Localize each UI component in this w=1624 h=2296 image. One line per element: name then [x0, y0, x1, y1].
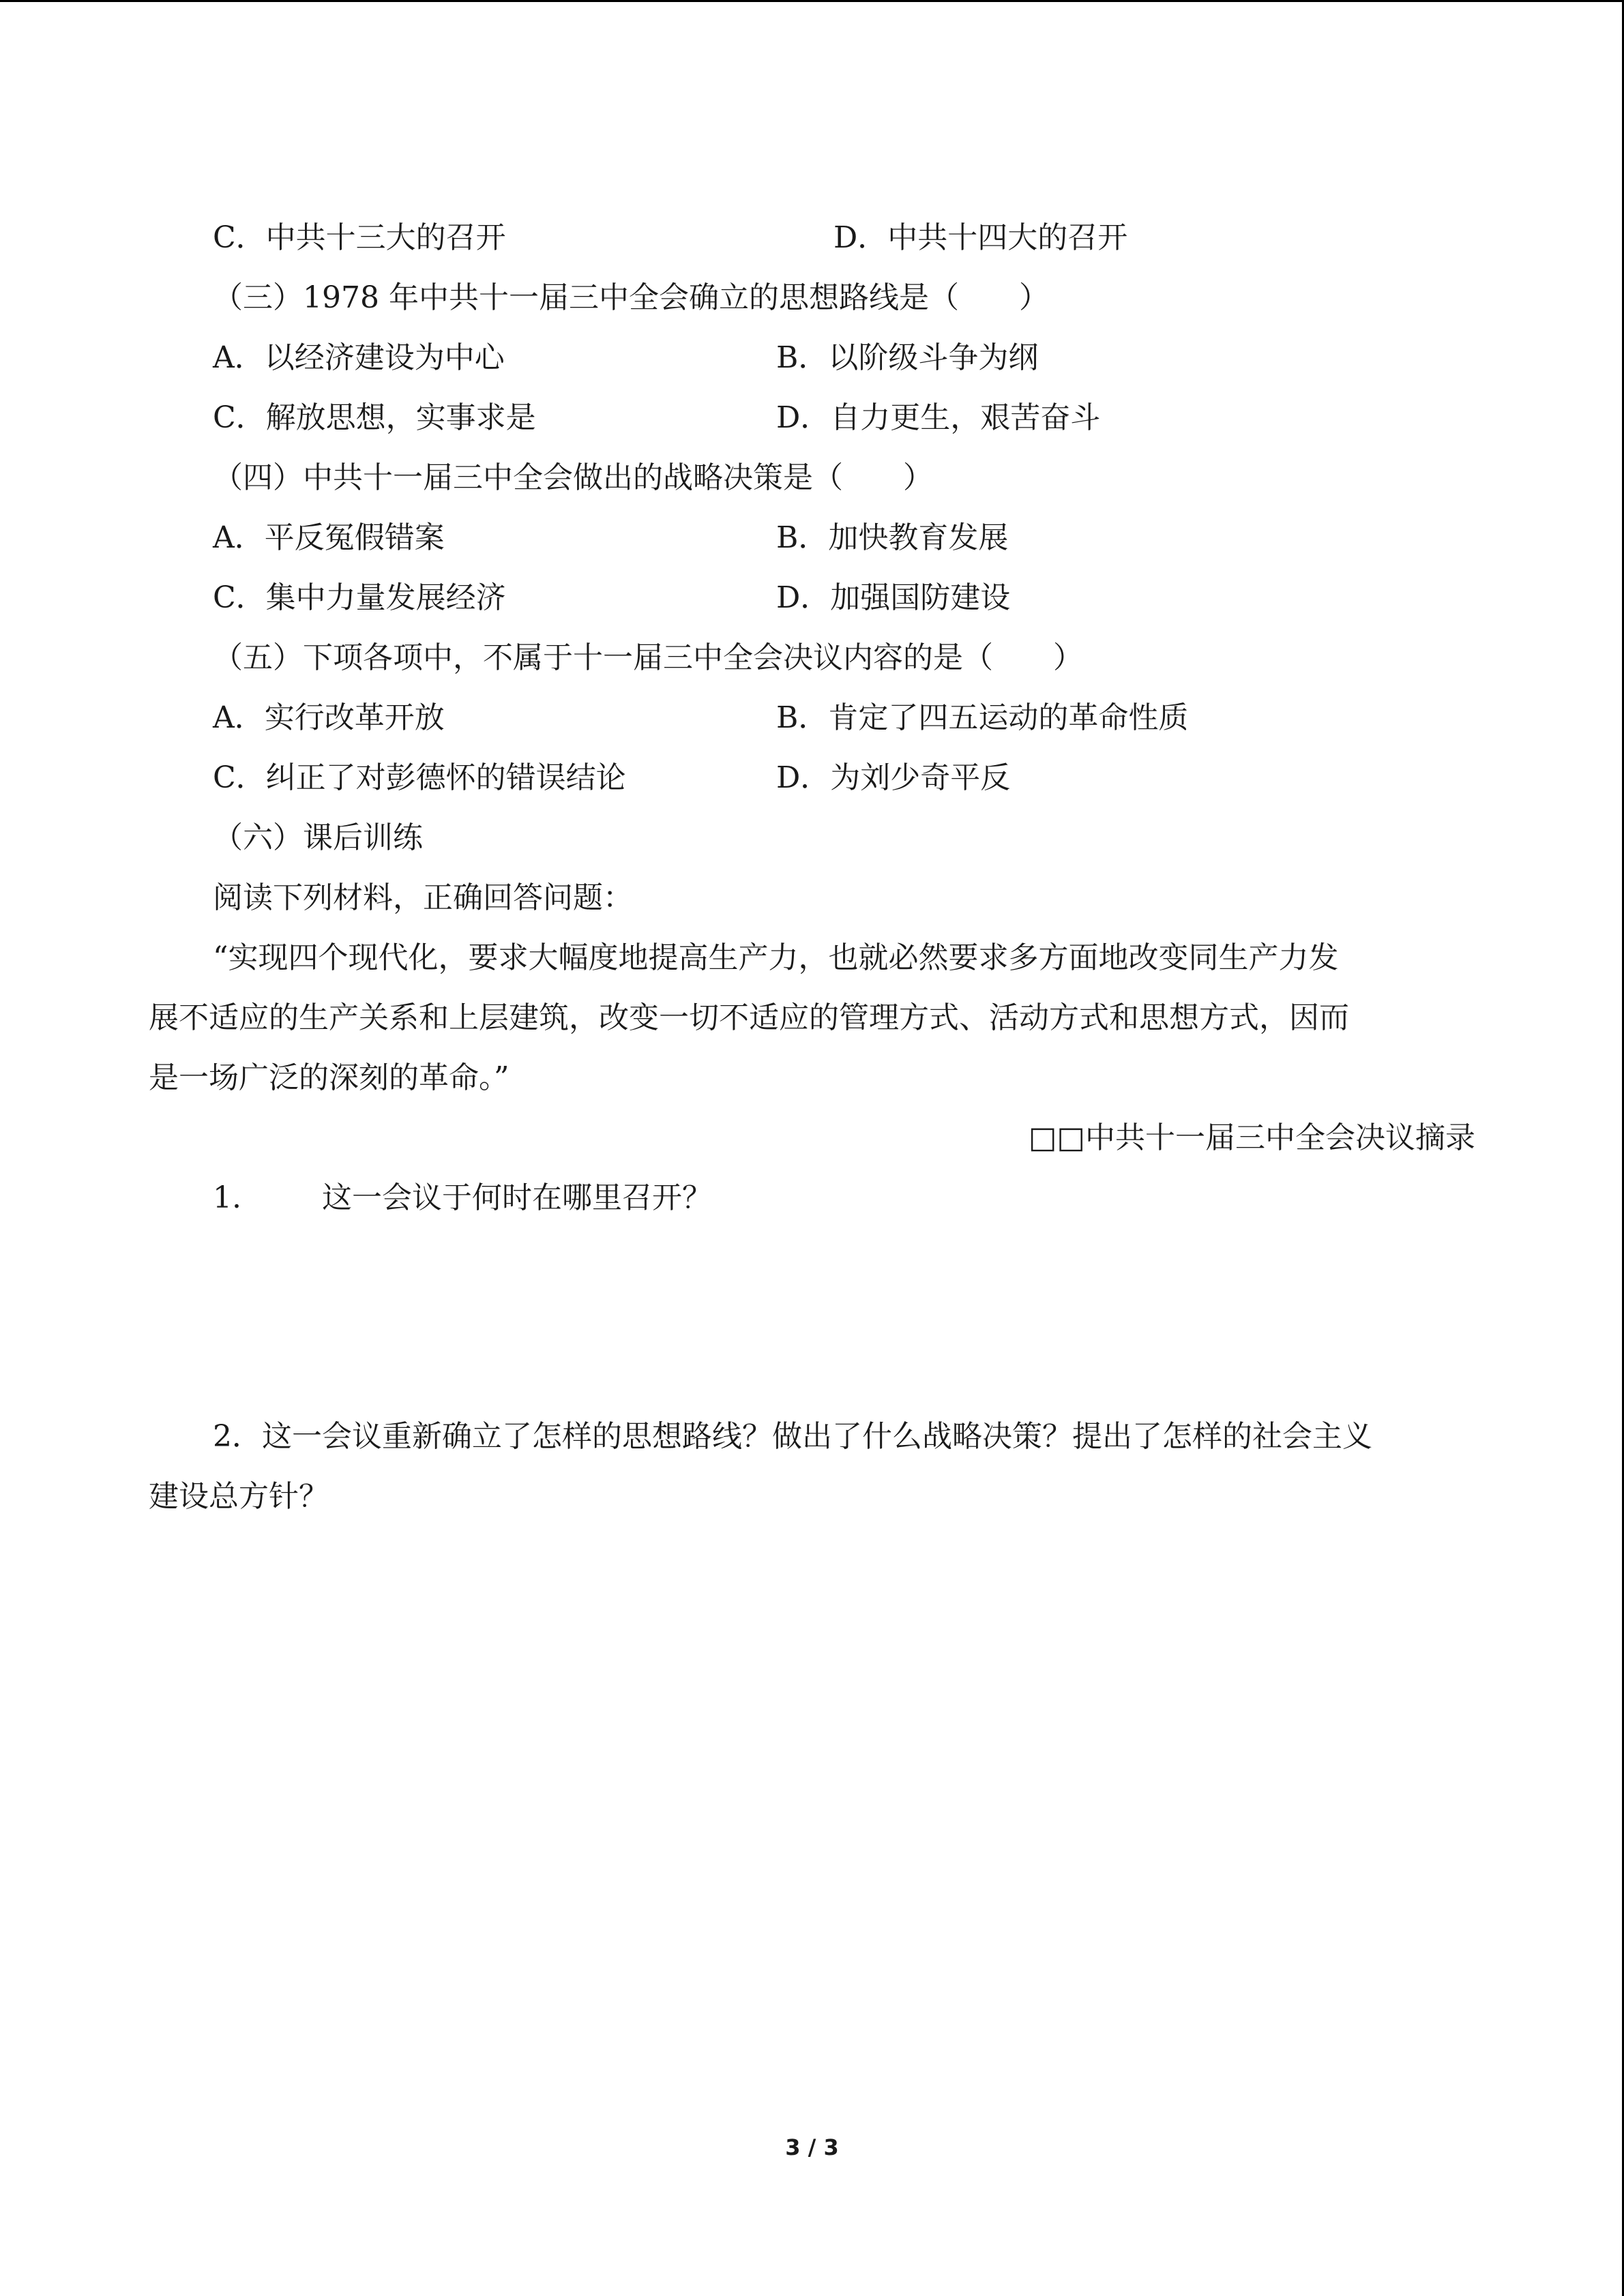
quote-source: □□中共十一届三中全会决议摘录 — [1028, 1120, 1475, 1155]
q4-stem: （四）中共十一届三中全会做出的战略决策是（ ） — [213, 460, 933, 495]
q5-option-d: D．为刘少奇平反 — [776, 760, 1011, 795]
q4-option-c: C．集中力量发展经济 — [213, 580, 506, 615]
q3-option-c: C．解放思想，实事求是 — [213, 400, 536, 435]
q3-stem: （三）1978 年中共十一届三中全会确立的思想路线是（ ） — [213, 280, 1049, 315]
q2-option-c: C．中共十三大的召开 — [213, 220, 506, 255]
sub-question-1-number: 1. — [213, 1180, 241, 1215]
page-number: 3 / 3 — [785, 2134, 839, 2160]
quote-line-1: “实现四个现代化，要求大幅度地提高生产力，也就必然要求多方面地改变同生产力发 — [213, 940, 1339, 975]
q4-option-d: D．加强国防建设 — [776, 580, 1011, 615]
q4-option-a: A．平反冤假错案 — [213, 520, 445, 555]
sub-question-1 — [213, 1178, 712, 1219]
sub-question-2-line-2: 建设总方针？ — [149, 1479, 329, 1514]
q3-option-a: A．以经济建设为中心 — [213, 340, 505, 375]
quote-line-3: 是一场广泛的深刻的革命。” — [149, 1060, 510, 1095]
sub-question-2-line-1: 2．这一会议重新确立了怎样的思想路线？做出了什么战略决策？提出了怎样的社会主义 — [213, 1419, 1372, 1454]
q3-option-d: D．自力更生，艰苦奋斗 — [776, 400, 1101, 435]
q6-heading: （六）课后训练 — [213, 820, 423, 855]
q5-stem: （五）下项各项中，不属于十一届三中全会决议内容的是（ ） — [213, 640, 1083, 675]
q6-instruction: 阅读下列材料，正确回答问题： — [213, 880, 633, 915]
sub-question-1-text: 这一会议于何时在哪里召开？ — [322, 1180, 712, 1215]
q2-option-d: D．中共十四大的召开 — [833, 220, 1128, 255]
q5-option-b: B．肯定了四五运动的革命性质 — [776, 700, 1189, 735]
quote-line-2: 展不适应的生产关系和上层建筑，改变一切不适应的管理方式、活动方式和思想方式，因而 — [149, 1000, 1349, 1035]
q4-option-b: B．加快教育发展 — [776, 520, 1009, 555]
q5-option-a: A．实行改革开放 — [213, 700, 445, 735]
q5-option-c: C．纠正了对彭德怀的错误结论 — [213, 760, 626, 795]
q3-option-b: B．以阶级斗争为纲 — [776, 340, 1039, 375]
